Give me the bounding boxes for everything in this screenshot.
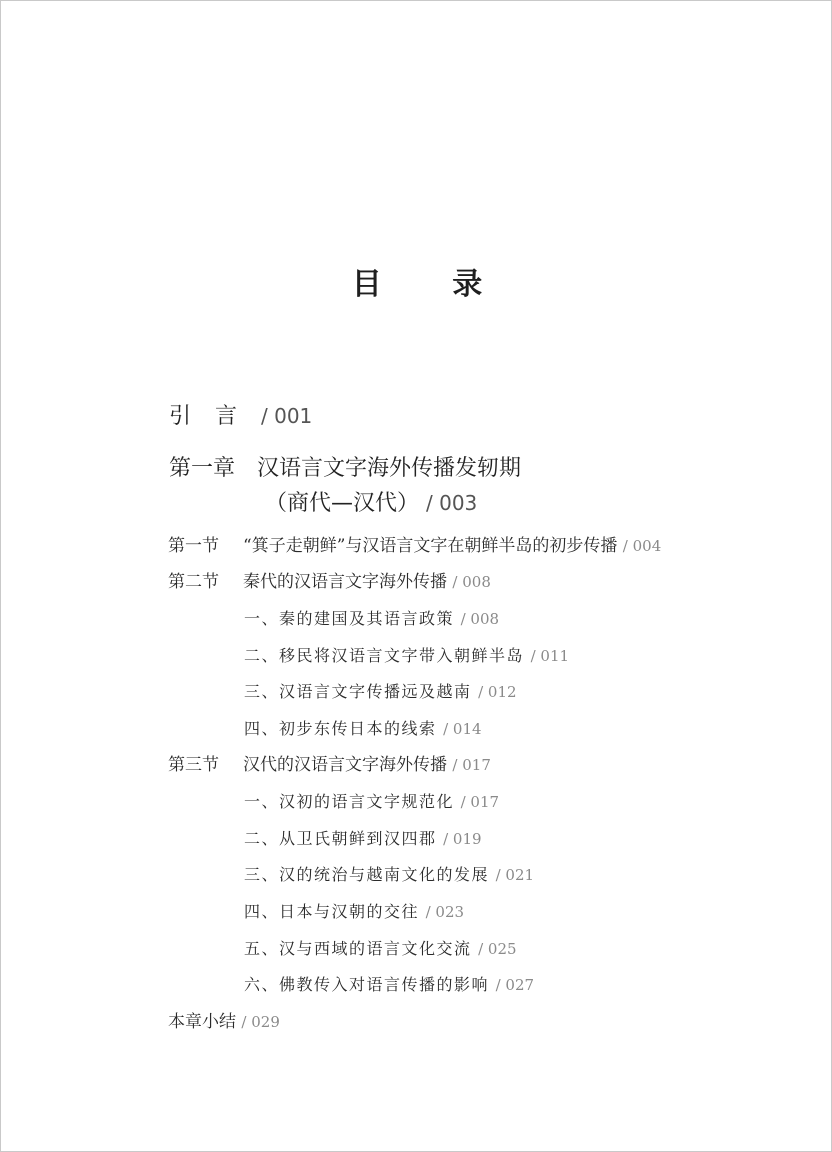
subsection-page: / 012 bbox=[478, 683, 517, 701]
toc-subsection[interactable] bbox=[244, 716, 482, 742]
subsection-title: 一、秦的建国及其语言政策 bbox=[244, 609, 455, 628]
section-label: 第二节 bbox=[168, 572, 219, 592]
toc-section-1[interactable] bbox=[168, 533, 661, 559]
section-title: 汉代的汉语言文字海外传播 bbox=[243, 755, 447, 775]
subsection-page: / 014 bbox=[443, 720, 482, 738]
toc-subsection[interactable] bbox=[244, 679, 517, 705]
toc-section-2[interactable] bbox=[168, 569, 491, 595]
chapter-page: / 003 bbox=[426, 491, 478, 515]
subsection-title: 三、汉语言文字传播远及越南 bbox=[244, 682, 472, 701]
toc-subsection[interactable] bbox=[244, 862, 534, 888]
toc-subsection[interactable] bbox=[244, 643, 569, 669]
subsection-title: 一、汉初的语言文字规范化 bbox=[244, 792, 455, 811]
section-page: / 004 bbox=[622, 537, 662, 555]
intro-page: / 001 bbox=[261, 404, 313, 428]
subsection-page: / 011 bbox=[530, 647, 570, 665]
section-page: / 008 bbox=[452, 573, 491, 591]
toc-section-3[interactable] bbox=[168, 752, 491, 778]
subsection-page: / 021 bbox=[495, 866, 535, 884]
subsection-title: 二、移民将汉语言文字带入朝鲜半岛 bbox=[244, 646, 525, 665]
chapter-label: 第一章 bbox=[169, 456, 236, 481]
toc-chapter-summary[interactable] bbox=[168, 1009, 280, 1035]
summary-title: 本章小结 bbox=[168, 1012, 236, 1032]
subsection-title: 六、佛教传入对语言传播的影响 bbox=[244, 975, 490, 994]
toc-subsection[interactable] bbox=[244, 899, 464, 925]
subsection-page: / 017 bbox=[460, 793, 500, 811]
subsection-page: / 023 bbox=[425, 903, 465, 921]
intro-label: 引言 bbox=[169, 404, 262, 429]
toc-intro[interactable] bbox=[169, 399, 312, 430]
section-page: / 017 bbox=[452, 756, 491, 774]
subsection-page: / 008 bbox=[460, 610, 500, 628]
toc-subsection[interactable] bbox=[244, 789, 499, 815]
subsection-title: 二、从卫氏朝鲜到汉四郡 bbox=[244, 829, 437, 848]
toc-chapter-1[interactable] bbox=[169, 452, 521, 521]
subsection-title: 五、汉与西域的语言文化交流 bbox=[244, 939, 472, 958]
summary-page: / 029 bbox=[241, 1013, 280, 1031]
chapter-title: 汉语言文字海外传播发轫期 bbox=[257, 456, 522, 481]
subsection-page: / 027 bbox=[495, 976, 535, 994]
page-title: 目 录 bbox=[351, 267, 513, 302]
section-title: “箕子走朝鲜”与汉语言文字在朝鲜半岛的初步传播 bbox=[243, 536, 618, 556]
toc-subsection[interactable] bbox=[244, 936, 517, 962]
toc-subsection[interactable] bbox=[244, 606, 499, 632]
subsection-title: 四、初步东传日本的线索 bbox=[244, 719, 437, 738]
section-label: 第三节 bbox=[168, 755, 219, 775]
section-label: 第一节 bbox=[168, 536, 219, 556]
section-title: 秦代的汉语言文字海外传播 bbox=[243, 572, 447, 592]
chapter-subtitle: （商代—汉代） bbox=[265, 491, 420, 516]
toc-subsection[interactable] bbox=[244, 826, 482, 852]
subsection-title: 四、日本与汉朝的交往 bbox=[244, 902, 420, 921]
subsection-page: / 019 bbox=[443, 830, 482, 848]
subsection-page: / 025 bbox=[478, 940, 517, 958]
subsection-title: 三、汉的统治与越南文化的发展 bbox=[244, 865, 490, 884]
toc-subsection[interactable] bbox=[244, 972, 534, 998]
